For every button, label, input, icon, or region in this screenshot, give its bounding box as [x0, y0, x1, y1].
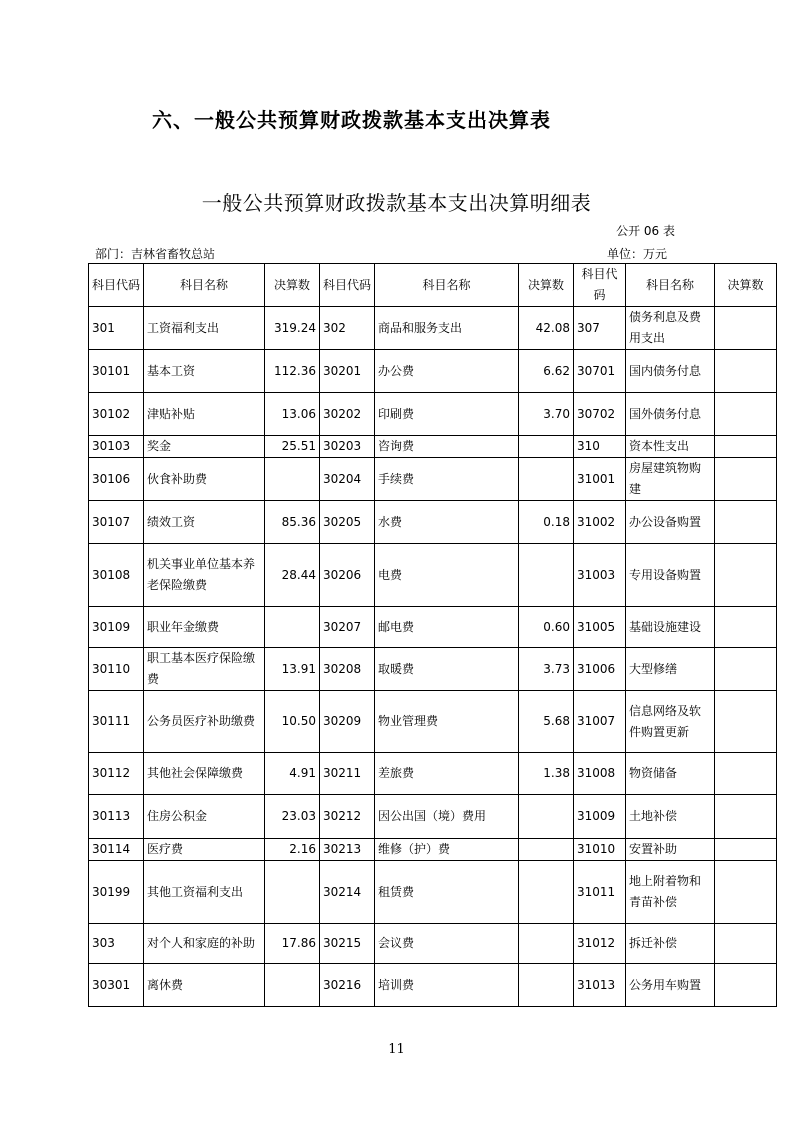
subject-name-3: 专用设备购置 — [626, 544, 715, 607]
amount-1: 17.86 — [265, 924, 320, 964]
amount-3 — [715, 795, 777, 839]
header-name-3: 科目名称 — [626, 264, 715, 307]
subject-name-2: 维修（护）费 — [375, 839, 519, 861]
subject-name-3: 债务利息及费用支出 — [626, 307, 715, 350]
amount-2 — [519, 436, 574, 458]
subject-name-3: 大型修缮 — [626, 648, 715, 691]
subject-name-3: 办公设备购置 — [626, 501, 715, 544]
amount-3 — [715, 861, 777, 924]
amount-1: 13.91 — [265, 648, 320, 691]
amount-3 — [715, 458, 777, 501]
header-amount-2: 决算数 — [519, 264, 574, 307]
amount-1: 4.91 — [265, 753, 320, 795]
header-name-1: 科目名称 — [144, 264, 265, 307]
subject-name-1: 对个人和家庭的补助 — [144, 924, 265, 964]
amount-2 — [519, 795, 574, 839]
amount-3 — [715, 648, 777, 691]
subject-code-2: 30212 — [320, 795, 375, 839]
subject-code-2: 30208 — [320, 648, 375, 691]
subject-name-1: 绩效工资 — [144, 501, 265, 544]
subject-name-1: 离休费 — [144, 964, 265, 1007]
table-row — [89, 648, 777, 691]
amount-1: 319.24 — [265, 307, 320, 350]
subject-name-1: 基本工资 — [144, 350, 265, 393]
subject-code-1: 30107 — [89, 501, 144, 544]
subject-code-3: 310 — [574, 436, 626, 458]
subject-name-2: 手续费 — [375, 458, 519, 501]
subject-name-3: 国内债务付息 — [626, 350, 715, 393]
subject-code-1: 301 — [89, 307, 144, 350]
amount-2 — [519, 839, 574, 861]
subject-code-2: 30209 — [320, 691, 375, 753]
subject-name-2: 差旅费 — [375, 753, 519, 795]
amount-2: 0.18 — [519, 501, 574, 544]
page-number: 11 — [388, 1042, 405, 1057]
table-row — [89, 753, 777, 795]
subject-code-2: 30214 — [320, 861, 375, 924]
amount-3 — [715, 964, 777, 1007]
subject-code-3: 31009 — [574, 795, 626, 839]
header-code-3: 科目代码 — [574, 264, 626, 307]
table-row — [89, 964, 777, 1007]
subject-name-3: 资本性支出 — [626, 436, 715, 458]
table-row — [89, 839, 777, 861]
subject-code-3: 31012 — [574, 924, 626, 964]
amount-3 — [715, 607, 777, 648]
header-code-1: 科目代码 — [89, 264, 144, 307]
table-row — [89, 350, 777, 393]
subject-name-3: 拆迁补偿 — [626, 924, 715, 964]
header-amount-1: 决算数 — [265, 264, 320, 307]
subject-code-1: 30301 — [89, 964, 144, 1007]
subject-name-1: 其他社会保障缴费 — [144, 753, 265, 795]
subject-code-2: 302 — [320, 307, 375, 350]
subject-code-1: 30108 — [89, 544, 144, 607]
subject-name-1: 住房公积金 — [144, 795, 265, 839]
subject-name-3: 公务用车购置 — [626, 964, 715, 1007]
table-row — [89, 795, 777, 839]
subject-name-1: 奖金 — [144, 436, 265, 458]
amount-1 — [265, 607, 320, 648]
amount-3 — [715, 393, 777, 436]
amount-1: 28.44 — [265, 544, 320, 607]
subject-name-1: 工资福利支出 — [144, 307, 265, 350]
subject-code-2: 30205 — [320, 501, 375, 544]
subject-code-1: 30114 — [89, 839, 144, 861]
subject-name-3: 地上附着物和青苗补偿 — [626, 861, 715, 924]
subject-name-3: 基础设施建设 — [626, 607, 715, 648]
amount-2 — [519, 544, 574, 607]
subject-code-3: 31003 — [574, 544, 626, 607]
section-heading: 六、一般公共预算财政拨款基本支出决算表 — [152, 108, 551, 132]
subject-name-3: 信息网络及软件购置更新 — [626, 691, 715, 753]
amount-1: 2.16 — [265, 839, 320, 861]
amount-3 — [715, 501, 777, 544]
subject-code-1: 30102 — [89, 393, 144, 436]
subject-name-2: 办公费 — [375, 350, 519, 393]
subject-code-1: 30110 — [89, 648, 144, 691]
amount-3 — [715, 691, 777, 753]
subject-code-3: 31007 — [574, 691, 626, 753]
subject-code-2: 30201 — [320, 350, 375, 393]
subject-code-1: 30113 — [89, 795, 144, 839]
amount-2: 5.68 — [519, 691, 574, 753]
subject-code-2: 30206 — [320, 544, 375, 607]
amount-1: 25.51 — [265, 436, 320, 458]
amount-2: 3.70 — [519, 393, 574, 436]
amount-3 — [715, 350, 777, 393]
amount-3 — [715, 436, 777, 458]
subject-code-1: 30111 — [89, 691, 144, 753]
table-row — [89, 393, 777, 436]
subject-code-3: 30702 — [574, 393, 626, 436]
amount-1 — [265, 964, 320, 1007]
subject-code-2: 30213 — [320, 839, 375, 861]
amount-1: 85.36 — [265, 501, 320, 544]
subject-name-2: 水费 — [375, 501, 519, 544]
amount-2 — [519, 861, 574, 924]
subject-code-2: 30204 — [320, 458, 375, 501]
subject-name-2: 物业管理费 — [375, 691, 519, 753]
subject-name-3: 安置补助 — [626, 839, 715, 861]
subject-code-2: 30215 — [320, 924, 375, 964]
amount-2: 6.62 — [519, 350, 574, 393]
subject-code-3: 307 — [574, 307, 626, 350]
subject-name-2: 租赁费 — [375, 861, 519, 924]
subject-name-1: 伙食补助费 — [144, 458, 265, 501]
department-label: 部门：吉林省畜牧总站 — [95, 247, 216, 261]
subject-name-3: 土地补偿 — [626, 795, 715, 839]
amount-1 — [265, 458, 320, 501]
table-title: 一般公共预算财政拨款基本支出决算明细表 — [201, 191, 592, 215]
amount-3 — [715, 307, 777, 350]
amount-1: 112.36 — [265, 350, 320, 393]
amount-3 — [715, 924, 777, 964]
amount-1: 10.50 — [265, 691, 320, 753]
amount-1 — [265, 861, 320, 924]
subject-name-1: 其他工资福利支出 — [144, 861, 265, 924]
subject-code-3: 30701 — [574, 350, 626, 393]
subject-name-2: 会议费 — [375, 924, 519, 964]
amount-1: 13.06 — [265, 393, 320, 436]
form-number: 公开 06 表 — [616, 224, 675, 238]
subject-code-1: 30112 — [89, 753, 144, 795]
subject-name-1: 职业年金缴费 — [144, 607, 265, 648]
subject-code-2: 30203 — [320, 436, 375, 458]
subject-name-2: 邮电费 — [375, 607, 519, 648]
amount-2 — [519, 964, 574, 1007]
unit-label: 单位：万元 — [607, 247, 668, 261]
amount-3 — [715, 544, 777, 607]
subject-name-1: 医疗费 — [144, 839, 265, 861]
subject-name-1: 职工基本医疗保险缴费 — [144, 648, 265, 691]
subject-name-2: 电费 — [375, 544, 519, 607]
subject-code-2: 30211 — [320, 753, 375, 795]
amount-2 — [519, 458, 574, 501]
amount-2: 42.08 — [519, 307, 574, 350]
table-row — [89, 861, 777, 924]
subject-code-3: 31010 — [574, 839, 626, 861]
amount-2: 3.73 — [519, 648, 574, 691]
table-row — [89, 924, 777, 964]
subject-code-1: 30101 — [89, 350, 144, 393]
table-body — [89, 307, 777, 1007]
table-row — [89, 544, 777, 607]
subject-name-1: 津贴补贴 — [144, 393, 265, 436]
amount-2: 0.60 — [519, 607, 574, 648]
table-row — [89, 607, 777, 648]
subject-code-1: 30106 — [89, 458, 144, 501]
subject-code-1: 30109 — [89, 607, 144, 648]
subject-name-3: 物资储备 — [626, 753, 715, 795]
subject-name-2: 取暖费 — [375, 648, 519, 691]
subject-code-2: 30202 — [320, 393, 375, 436]
table-row — [89, 436, 777, 458]
table-row — [89, 691, 777, 753]
amount-3 — [715, 753, 777, 795]
header-name-2: 科目名称 — [375, 264, 519, 307]
subject-name-2: 因公出国（境）费用 — [375, 795, 519, 839]
subject-code-3: 31005 — [574, 607, 626, 648]
amount-2: 1.38 — [519, 753, 574, 795]
subject-code-3: 31011 — [574, 861, 626, 924]
subject-code-1: 30199 — [89, 861, 144, 924]
subject-code-3: 31001 — [574, 458, 626, 501]
table-row — [89, 501, 777, 544]
subject-code-1: 30103 — [89, 436, 144, 458]
table-row — [89, 458, 777, 501]
subject-name-1: 公务员医疗补助缴费 — [144, 691, 265, 753]
subject-code-2: 30207 — [320, 607, 375, 648]
header-amount-3: 决算数 — [715, 264, 777, 307]
subject-name-2: 印刷费 — [375, 393, 519, 436]
header-row — [89, 264, 777, 307]
header-code-2: 科目代码 — [320, 264, 375, 307]
subject-code-3: 31006 — [574, 648, 626, 691]
table-row — [89, 307, 777, 350]
subject-code-3: 31008 — [574, 753, 626, 795]
amount-2 — [519, 924, 574, 964]
subject-name-2: 咨询费 — [375, 436, 519, 458]
subject-code-2: 30216 — [320, 964, 375, 1007]
subject-code-3: 31002 — [574, 501, 626, 544]
subject-name-3: 房屋建筑物购建 — [626, 458, 715, 501]
subject-name-3: 国外债务付息 — [626, 393, 715, 436]
subject-code-1: 303 — [89, 924, 144, 964]
subject-name-2: 商品和服务支出 — [375, 307, 519, 350]
amount-1: 23.03 — [265, 795, 320, 839]
subject-name-2: 培训费 — [375, 964, 519, 1007]
subject-name-1: 机关事业单位基本养老保险缴费 — [144, 544, 265, 607]
amount-3 — [715, 839, 777, 861]
expenditure-detail-table — [88, 263, 777, 1007]
subject-code-3: 31013 — [574, 964, 626, 1007]
